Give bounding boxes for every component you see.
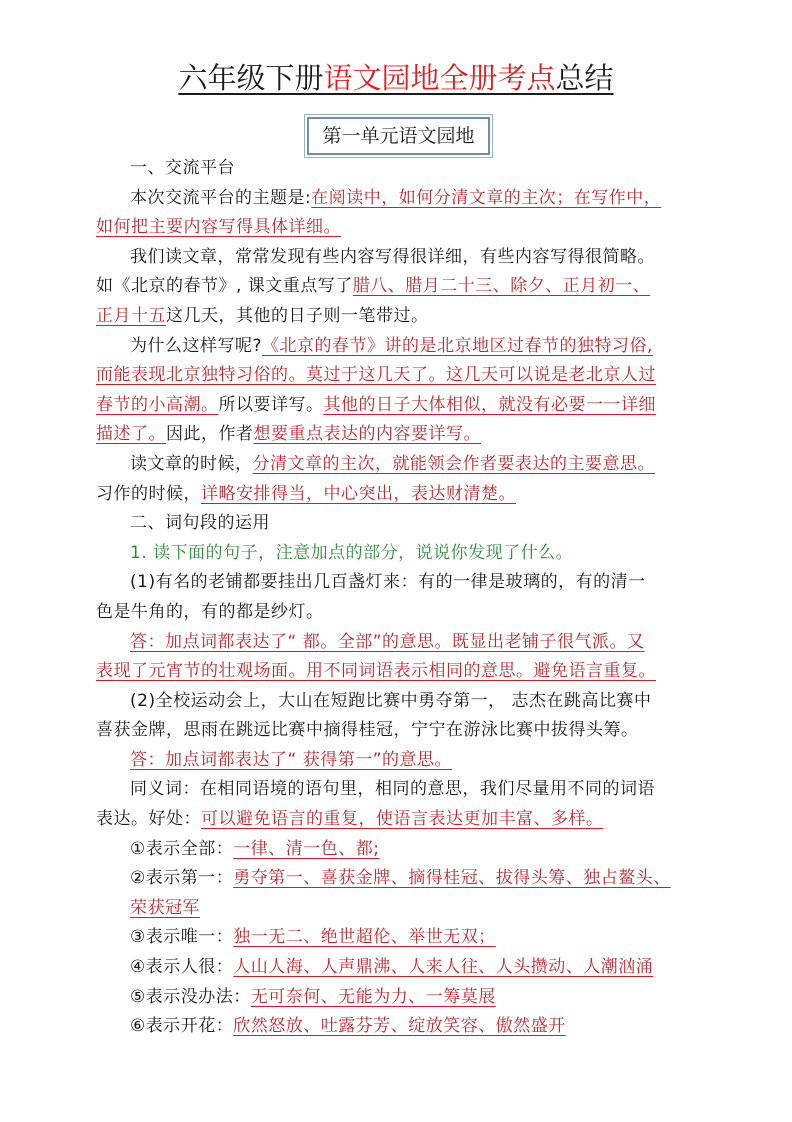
answer-text: 其他的日子大体相似，就没有必要一一详细 bbox=[323, 394, 656, 415]
title-part1: 六年级下册 bbox=[178, 61, 324, 95]
answer-text: 详略安排得当，中心突出，表达财清楚。 bbox=[201, 483, 516, 504]
list-item-cont bbox=[96, 894, 708, 924]
list-item bbox=[96, 835, 708, 865]
page-title bbox=[0, 58, 792, 98]
paragraph-summary bbox=[96, 450, 708, 480]
list-label: ②表示第一： bbox=[130, 868, 234, 889]
list-value: 欣然怒放、吐露芬芳、绽放笑容、傲然盛开 bbox=[233, 1016, 566, 1037]
sentence-2: (2)全校运动会上，大山在短跑比赛中勇夺第一， 志杰在跳高比赛中 bbox=[130, 690, 652, 711]
list-item bbox=[96, 983, 708, 1013]
list-item bbox=[96, 864, 708, 894]
answer-text: 如何把主要内容写得具体详细。 bbox=[96, 217, 341, 238]
list-label: ①表示全部： bbox=[130, 838, 234, 859]
answer-text: 描述了。 bbox=[96, 424, 166, 445]
title-part2: 语文园地全册考点 bbox=[323, 61, 556, 95]
text: 习作的时候， bbox=[96, 483, 201, 504]
list-item bbox=[96, 923, 708, 953]
answer-text: 正月十五 bbox=[96, 305, 166, 326]
list-value: 荣获冠军 bbox=[130, 897, 200, 918]
list-value: 勇夺第一、喜获金牌、摘得桂冠、拔得头筹、独占鳌头、 bbox=[233, 868, 671, 889]
list-item bbox=[96, 1012, 708, 1042]
sentence-1: (1)有名的老铺都要挂出几百盏灯来：有的一律是玻璃的，有的清一 bbox=[130, 572, 646, 593]
paragraph-theme bbox=[96, 184, 708, 214]
list-value: 独一无二、绝世超伦、举世无双； bbox=[233, 927, 496, 948]
synonym-benefit bbox=[96, 805, 708, 835]
list-label: ④表示人很： bbox=[130, 957, 234, 978]
sentence-2-cont: 喜获金牌，思雨在跳远比赛中摘得桂冠，宁宁在游泳比赛中拔得头筹。 bbox=[96, 720, 639, 741]
sentence-1-cont: 色是牛角的，有的都是纱灯。 bbox=[96, 601, 324, 622]
text: 表达。好处： bbox=[96, 809, 201, 830]
answer-text: 想要重点表达的内容要详写。 bbox=[253, 424, 481, 445]
section2-heading: 二、词句段的运用 bbox=[130, 513, 270, 534]
list-label: ⑥表示开花： bbox=[130, 1016, 234, 1037]
answer-text: 《北京的春节》讲的是北京地区过春节的独特习俗, bbox=[262, 335, 653, 356]
unit-heading: 第一单元语文园地 bbox=[307, 117, 490, 155]
answer-text: 在阅读中，如何分清文章的主次；在写作中， bbox=[311, 187, 662, 208]
answer-text: 可以避免语言的重复，使语言表达更加丰富、多样。 bbox=[201, 809, 604, 830]
answer-1-cont: 表现了元宵节的壮观场面。用不同词语表示相同的意思。避免语言重复。 bbox=[96, 661, 656, 682]
list-value: 一律、清一色、都; bbox=[233, 838, 380, 859]
title-part3: 总结 bbox=[555, 61, 614, 95]
text: 本次交流平台的主题是: bbox=[130, 187, 312, 208]
list-item bbox=[96, 953, 708, 983]
paragraph-reading: 我们读文章，常常发现有些内容写得很详细，有些内容写得很简略。 bbox=[130, 246, 655, 267]
list-value: 无可奈何、无能为力、一筹莫展 bbox=[250, 986, 496, 1007]
text: 因此，作者 bbox=[166, 424, 254, 445]
answer-text: 腊八、腊月二十三、除夕、正月初一、 bbox=[352, 276, 651, 297]
text: 这几天，其他的日子则一笔带过。 bbox=[166, 305, 429, 326]
paragraph-why-cont3 bbox=[96, 420, 708, 450]
answer-text: 而能表现北京独特习俗的。莫过于这几天了。这几天可以说是老北京人过 bbox=[96, 365, 656, 386]
paragraph-reading-cont bbox=[96, 272, 708, 302]
section1-heading: 一、交流平台 bbox=[130, 158, 235, 178]
text: 如《北京的春节》, 课文重点写了 bbox=[96, 276, 353, 297]
text: 所以要详写。 bbox=[218, 394, 324, 415]
content-body bbox=[96, 154, 708, 1042]
answer-2: 答：加点词都表达了“ 获得第一”的意思。 bbox=[130, 749, 453, 770]
question-1: 1. 读下面的句子，注意加点的部分，说说你发现了什么。 bbox=[130, 542, 574, 563]
list-label: ③表示唯一： bbox=[130, 927, 234, 948]
answer-text: 分清文章的主次，就能领会作者要表达的主要意思。 bbox=[252, 453, 655, 474]
list-value: 人山人海、人声鼎沸、人来人往、人头攒动、人潮汹涌 bbox=[233, 957, 654, 978]
answer-1: 答：加点词都表达了“ 都。全部”的意思。既显出老铺子很气派。又 bbox=[130, 631, 645, 652]
paragraph-why bbox=[96, 332, 708, 362]
paragraph-reading-cont2 bbox=[96, 302, 708, 332]
text: 读文章的时候， bbox=[130, 453, 253, 474]
paragraph-why-cont bbox=[96, 361, 708, 391]
paragraph-summary-cont bbox=[96, 480, 708, 510]
paragraph-theme-cont bbox=[96, 213, 708, 243]
paragraph-why-cont2 bbox=[96, 391, 708, 421]
answer-text: 春节的小高潮。 bbox=[96, 394, 219, 415]
synonym-definition: 同义词：在相同语境的语句里，相同的意思，我们尽量用不同的词语 bbox=[130, 779, 655, 800]
list-label: ⑤表示没办法： bbox=[130, 986, 251, 1007]
text: 为什么这样写呢? bbox=[130, 335, 263, 356]
